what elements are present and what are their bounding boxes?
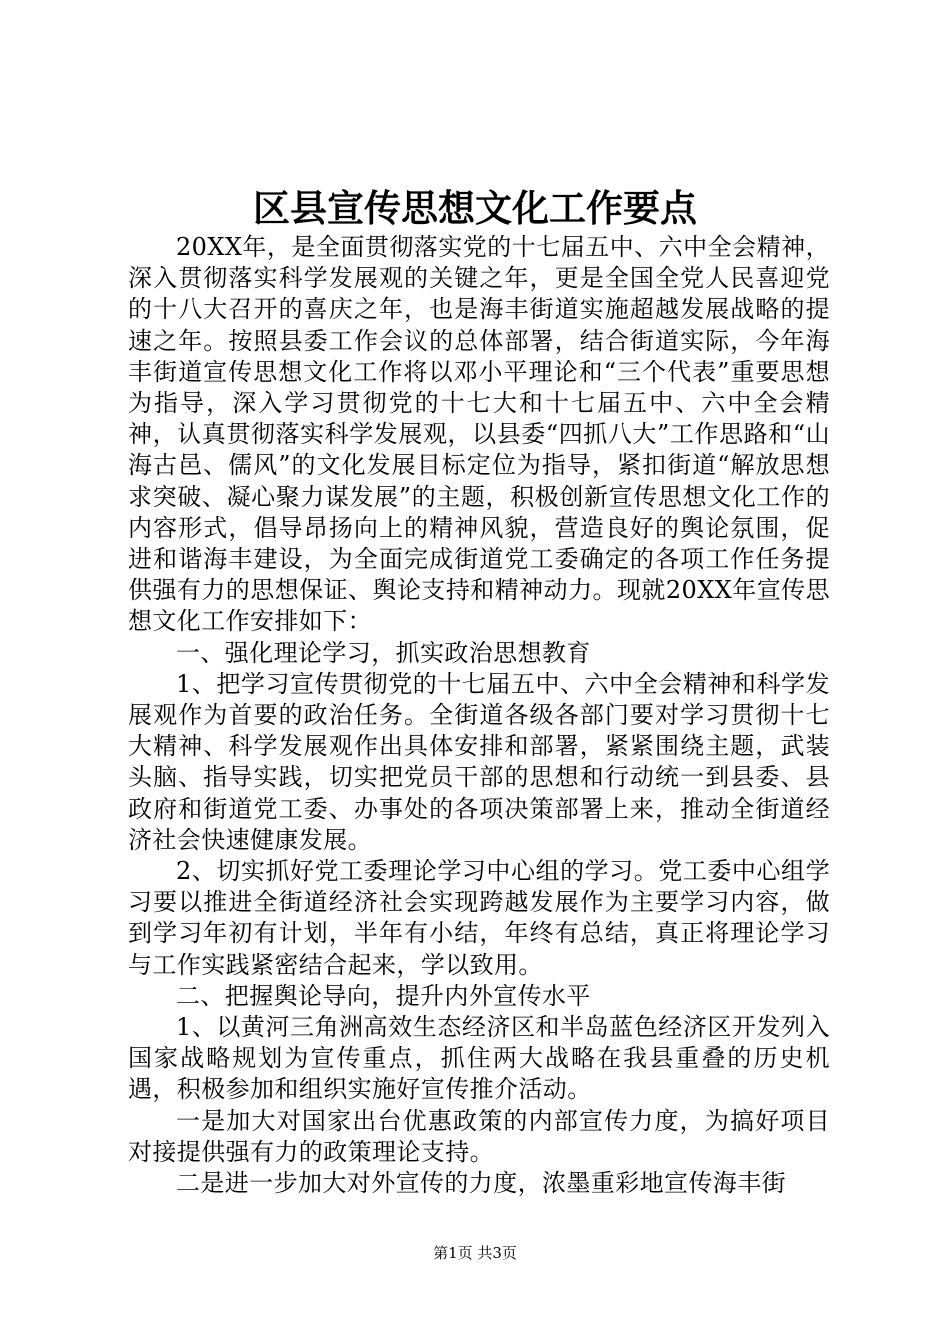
section-heading-2: 二、把握舆论导向，提升内外宣传水平 <box>176 981 591 1010</box>
section-2-point-1: 一是加大对国家出台优惠政策的内部宣传力度，为搞好项目对接提供强有力的政策理论支持。 <box>128 1106 830 1166</box>
document-title: 区县宣传思想文化工作要点 <box>253 186 697 230</box>
section-2-point-2: 二是进一步加大对外宣传的力度，浓墨重彩地宣传海丰街 <box>176 1169 786 1198</box>
section-heading-1: 一、强化理论学习，抓实政治思想教育 <box>176 638 591 667</box>
intro-paragraph: 20XX年，是全面贯彻落实党的十七届五中、六中全会精神，深入贯彻落实科学发展观的关键之年，更是全国全党人民喜迎党的十八大召开的喜庆之年，也是海丰街道实施超越发展战略的提速之年。按照县委工作会议的总体部署，结合街道实际，今年海丰街道宣传思想文化工作将以邓小平理论和“三个代表”重要思想为指导，深入学习贯彻党的十七大和十七届五中、六中全会精神，认真贯彻落实科学发展观，以县委“四抓八大”工作思路和“山海古邑、儒风”的文化发展目标定位为指导，紧扣街道“解放思想求突破、凝心聚力谋发展”的主题，积极创新宣传思想文化工作的内容形式，倡导昂扬向上的精神风貌，营造良好的舆论氛围，促进和谐海丰建设，为全面完成街道党工委确定的各项工作任务提供强有力的思想保证、舆论支持和精神动力。现就20XX年宣传思想文化工作安排如下： <box>128 233 830 636</box>
section-1-item-1: 1、把学习宣传贯彻党的十七届五中、六中全会精神和科学发展观作为首要的政治任务。全街道各级各部门要对学习贯彻十七大精神、科学发展观作出具体安排和部署，紧紧围绕主题，武装头脑、指导实践，切实把党员干部的思想和行动统一到县委、县政府和街道党工委、办事处的各项决策部署上来，推动全街道经济社会快速健康发展。 <box>128 669 830 854</box>
section-1-item-2: 2、切实抓好党工委理论学习中心组的学习。党工委中心组学习要以推进全街道经济社会实现跨越发展作为主要学习内容，做到学习年初有计划，半年有小结，年终有总结，真正将理论学习与工作实践紧密结合起来，学以致用。 <box>128 857 830 979</box>
page-footer: 第1页 共3页 <box>433 1244 517 1262</box>
document-body <box>128 232 830 1199</box>
section-2-item-1: 1、以黄河三角洲高效生态经济区和半岛蓝色经济区开发列入国家战略规划为宣传重点，抓住两大战略在我县重叠的历史机遇，积极参加和组织实施好宣传推介活动。 <box>128 1013 830 1104</box>
